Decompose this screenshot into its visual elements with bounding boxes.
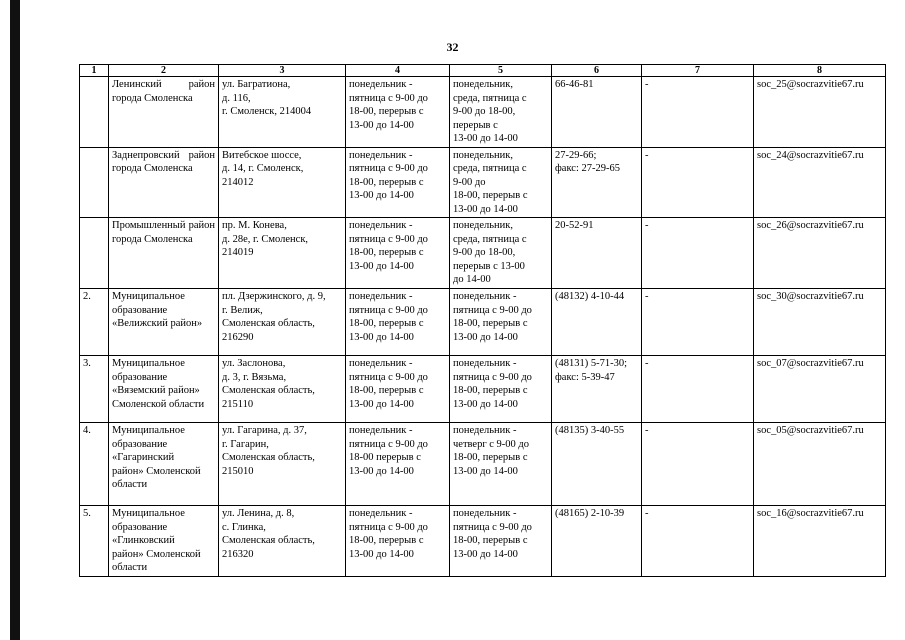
reception-hours-cell: понедельник - пятница с 9-00 до 18-00, перерыв с 13-00 до 14-00 [450, 289, 552, 356]
district-name: Муниципальное образование «Глинковский район» Смоленской области [109, 506, 219, 577]
working-hours-cell: понедельник - пятница с 9-00 до 18-00, перерыв с 13-00 до 14-00 [346, 77, 450, 148]
row-number: 4. [80, 423, 109, 506]
reception-hours-cell: понедельник, среда, пятница с 9-00 до 18-00, перерыв с 13-00 до 14-00 [450, 147, 552, 218]
reception-hours-cell: понедельник - четверг с 9-00 до 18-00, перерыв с 13-00 до 14-00 [450, 423, 552, 506]
working-hours-cell: понедельник - пятница с 9-00 до 18-00 перерыв с 13-00 до 14-00 [346, 423, 450, 506]
phone-cell: (48131) 5-71-30; факс: 5-39-47 [552, 356, 642, 423]
column-header: 7 [642, 65, 754, 77]
column-header: 1 [80, 65, 109, 77]
column-7-cell: - [642, 423, 754, 506]
table-row [80, 423, 886, 506]
district-name: Муниципальное образование «Вяземский район» Смоленской области [109, 356, 219, 423]
working-hours-cell: понедельник - пятница с 9-00 до 18-00, перерыв с 13-00 до 14-00 [346, 289, 450, 356]
row-number: 5. [80, 506, 109, 577]
address-cell: пл. Дзержинского, д. 9, г. Велиж, Смоленская область, 216290 [219, 289, 346, 356]
district-name: Ленинский район города Смоленска [109, 77, 219, 148]
district-name: Муниципальное образование «Велижский район» [109, 289, 219, 356]
column-7-cell: - [642, 356, 754, 423]
reception-hours-cell: понедельник - пятница с 9-00 до 18-00, перерыв с 13-00 до 14-00 [450, 506, 552, 577]
address-cell: ул. Гагарина, д. 37, г. Гагарин, Смоленская область, 215010 [219, 423, 346, 506]
address-cell: ул. Ленина, д. 8, с. Глинка, Смоленская область, 216320 [219, 506, 346, 577]
email-cell: soc_30@socrazvitie67.ru [754, 289, 886, 356]
row-number: 3. [80, 356, 109, 423]
row-number [80, 77, 109, 148]
header-row [80, 65, 886, 77]
phone-cell: 20-52-91 [552, 218, 642, 289]
column-header: 2 [109, 65, 219, 77]
row-number: 2. [80, 289, 109, 356]
column-7-cell: - [642, 147, 754, 218]
page-number: 32 [446, 40, 459, 54]
column-7-cell: - [642, 77, 754, 148]
email-cell: soc_16@socrazvitie67.ru [754, 506, 886, 577]
district-name: Заднепровский район города Смоленска [109, 147, 219, 218]
email-cell: soc_07@socrazvitie67.ru [754, 356, 886, 423]
row-number [80, 218, 109, 289]
column-header: 6 [552, 65, 642, 77]
phone-cell: (48165) 2-10-39 [552, 506, 642, 577]
phone-cell: (48135) 3-40-55 [552, 423, 642, 506]
table-row [80, 356, 886, 423]
email-cell: soc_05@socrazvitie67.ru [754, 423, 886, 506]
column-header: 8 [754, 65, 886, 77]
column-7-cell: - [642, 506, 754, 577]
column-header: 3 [219, 65, 346, 77]
email-cell: soc_25@socrazvitie67.ru [754, 77, 886, 148]
address-cell: Витебское шоссе, д. 14, г. Смоленск, 214012 [219, 147, 346, 218]
phone-cell: 27-29-66; факс: 27-29-65 [552, 147, 642, 218]
address-cell: ул. Заслонова, д. 3, г. Вязьма, Смоленская область, 215110 [219, 356, 346, 423]
reception-hours-cell: понедельник, среда, пятница с 9-00 до 18-00, перерыв с 13-00 до 14-00 [450, 77, 552, 148]
district-name: Муниципальное образование «Гагаринский район» Смоленской области [109, 423, 219, 506]
working-hours-cell: понедельник - пятница с 9-00 до 18-00, перерыв с 13-00 до 14-00 [346, 506, 450, 577]
column-7-cell: - [642, 289, 754, 356]
table-row [80, 218, 886, 289]
offices-table [79, 64, 886, 577]
reception-hours-cell: понедельник - пятница с 9-00 до 18-00, перерыв с 13-00 до 14-00 [450, 356, 552, 423]
address-cell: ул. Багратиона, д. 116, г. Смоленск, 214004 [219, 77, 346, 148]
working-hours-cell: понедельник - пятница с 9-00 до 18-00, перерыв с 13-00 до 14-00 [346, 147, 450, 218]
table-row [80, 77, 886, 148]
row-number [80, 147, 109, 218]
table-row [80, 506, 886, 577]
working-hours-cell: понедельник - пятница с 9-00 до 18-00, перерыв с 13-00 до 14-00 [346, 356, 450, 423]
table-row [80, 147, 886, 218]
phone-cell: 66-46-81 [552, 77, 642, 148]
phone-cell: (48132) 4-10-44 [552, 289, 642, 356]
district-name: Промышленный район города Смоленска [109, 218, 219, 289]
column-header: 5 [450, 65, 552, 77]
column-header: 4 [346, 65, 450, 77]
scan-edge-bar [10, 0, 20, 640]
email-cell: soc_24@socrazvitie67.ru [754, 147, 886, 218]
reception-hours-cell: понедельник, среда, пятница с 9-00 до 18-00, перерыв с 13-00 до 14-00 [450, 218, 552, 289]
column-7-cell: - [642, 218, 754, 289]
working-hours-cell: понедельник - пятница с 9-00 до 18-00, перерыв с 13-00 до 14-00 [346, 218, 450, 289]
address-cell: пр. М. Конева, д. 28е, г. Смоленск, 214019 [219, 218, 346, 289]
email-cell: soc_26@socrazvitie67.ru [754, 218, 886, 289]
table-row [80, 289, 886, 356]
